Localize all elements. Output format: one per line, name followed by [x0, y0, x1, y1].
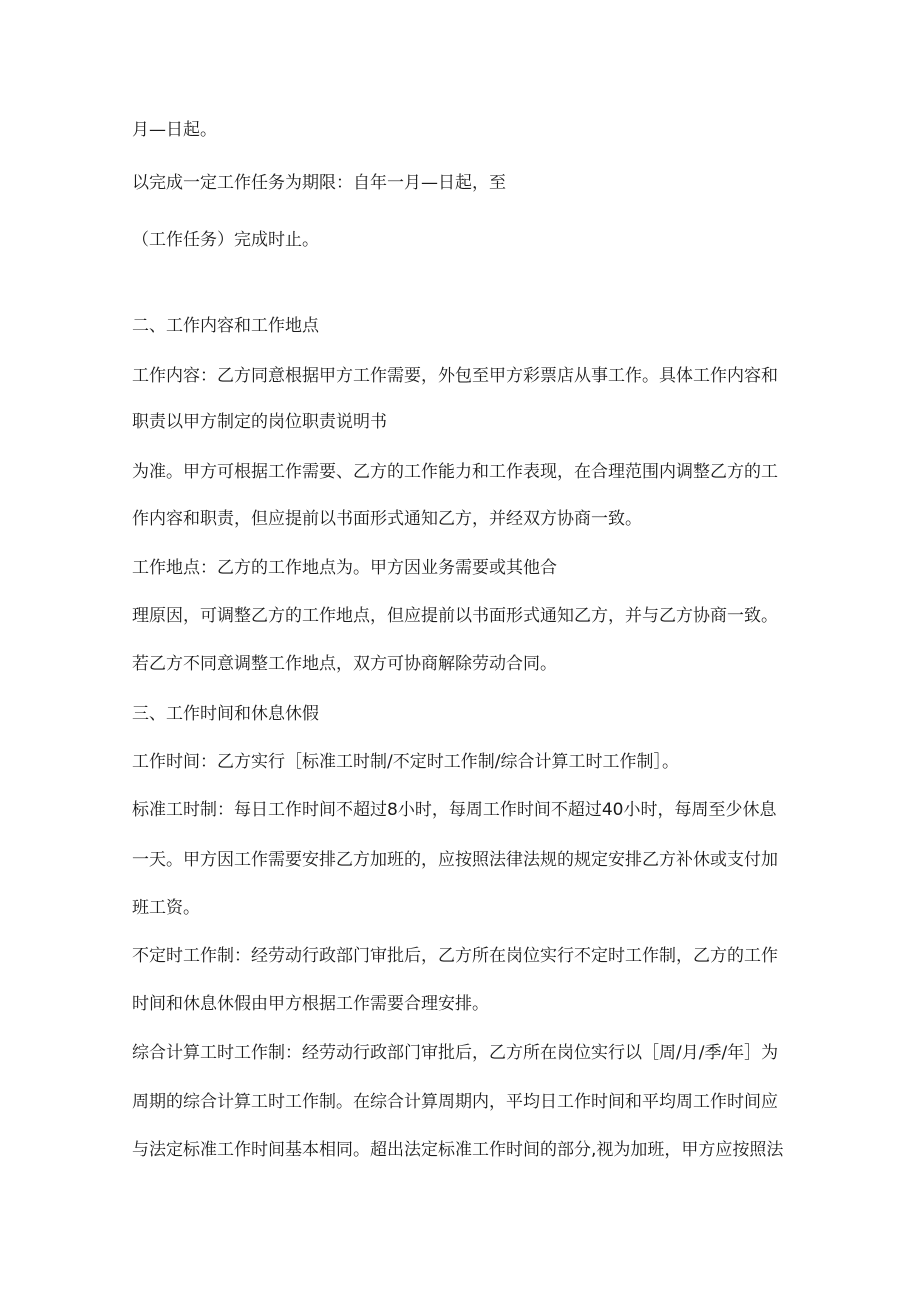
text-line: 班工资。	[132, 898, 200, 918]
section-heading: 三、工作时间和休息休假	[132, 704, 319, 724]
text-line: 职责以甲方制定的岗位职责说明书	[132, 412, 387, 432]
text-line: 周期的综合计算工时工作制。在综合计算周期内，平均日工作时间和平均周工作时间应	[132, 1092, 778, 1112]
text-line: 为准。甲方可根据工作需要、乙方的工作能力和工作表现，在合理范围内调整乙方的工	[132, 462, 778, 482]
text-line: 标准工时制：每日工作时间不超过8小时，每周工作时间不超过40小时，每周至少休息	[132, 800, 777, 820]
text-line: 工作内容：乙方同意根据甲方工作需要，外包至甲方彩票店从事工作。具体工作内容和	[132, 366, 778, 386]
text-line: 作内容和职责，但应提前以书面形式通知乙方，并经双方协商一致。	[132, 509, 642, 529]
text-line: 不定时工作制：经劳动行政部门审批后，乙方所在岗位实行不定时工作制，乙方的工作	[132, 946, 778, 966]
text-line: 工作地点：乙方的工作地点为。甲方因业务需要或其他合	[132, 558, 557, 578]
section-heading: 二、工作内容和工作地点	[132, 316, 319, 336]
text-line: 时间和休息休假由甲方根据工作需要合理安排。	[132, 994, 489, 1014]
text-line: 与法定标准工作时间基本相同。超出法定标准工作时间的部分,视为加班，甲方应按照法	[132, 1140, 784, 1160]
text-line: 以完成一定工作任务为期限：自年一月—日起，至	[132, 173, 506, 193]
text-line: 月—日起。	[132, 120, 217, 140]
text-line: 若乙方不同意调整工作地点，双方可协商解除劳动合同。	[132, 654, 557, 674]
text-line: （工作任务）完成时止。	[132, 230, 319, 250]
text-line: 综合计算工时工作制：经劳动行政部门审批后，乙方所在岗位实行以［周/月/季/年］为	[132, 1043, 779, 1063]
text-line: 一天。甲方因工作需要安排乙方加班的，应按照法律法规的规定安排乙方补休或支付加	[132, 850, 778, 870]
text-line: 理原因，可调整乙方的工作地点，但应提前以书面形式通知乙方，并与乙方协商一致。	[132, 606, 778, 626]
text-line: 工作时间：乙方实行［标准工时制/不定时工作制/综合计算工时工作制］。	[132, 752, 679, 772]
